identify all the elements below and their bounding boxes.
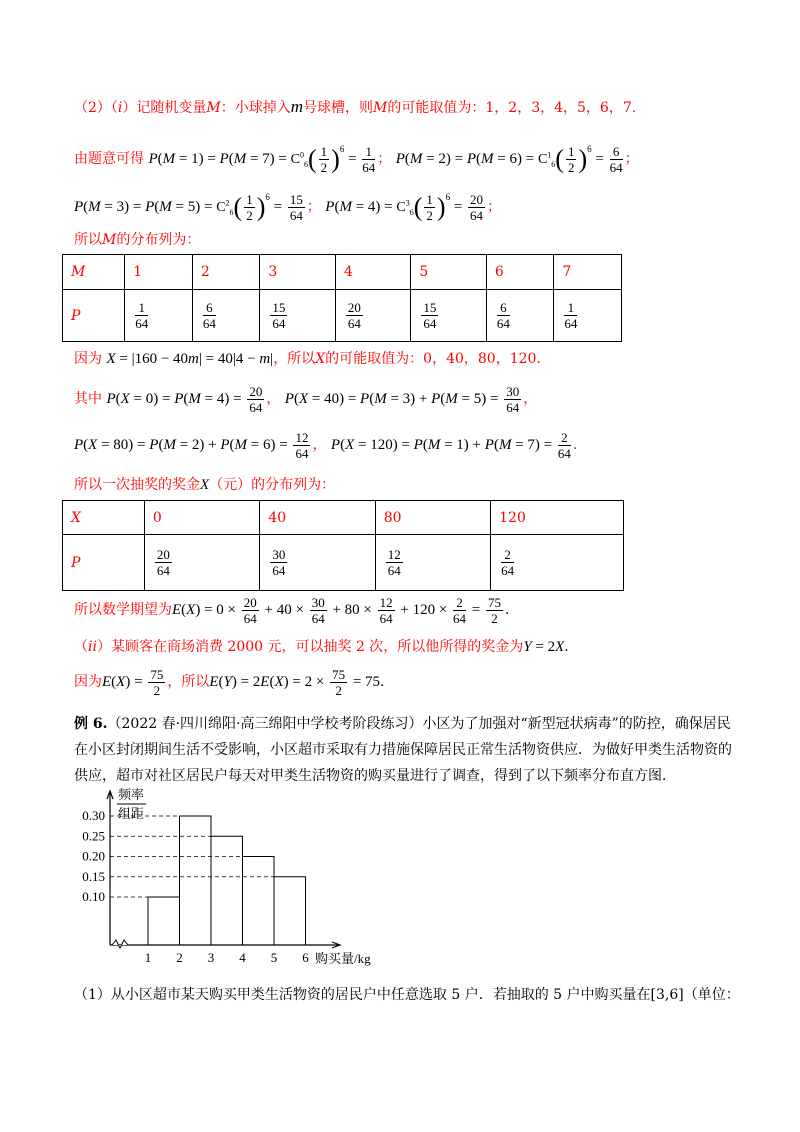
var-X-2: X <box>200 477 210 493</box>
histogram-bar <box>211 836 243 945</box>
var-M-2: M <box>373 100 388 116</box>
line-part-ii <box>74 637 569 657</box>
formula-pm2-pm6: $P(M = 2) = P(M = 6) = C^1_6$( $\frac{1}{2}$ )$^6$ = $\frac{6}{64}$ <box>395 144 623 176</box>
formula-px80: P(X = 80) = P(M = 2) + P(M = 6) = $\frac{12}{64}$ <box>74 430 309 462</box>
table-prob-row <box>63 535 624 591</box>
part2-line3 <box>74 180 501 230</box>
formula-px120: P(X = 120) = P(M = 1) + P(M = 7) = $\frac{2}{64}$ <box>330 430 571 462</box>
x-tick-label: 3 <box>207 950 215 965</box>
line1-prefix: （2）（ <box>74 100 118 116</box>
table-row-label: P <box>63 290 125 342</box>
line1-mid: ）记随机变量 <box>122 100 207 116</box>
table-prob-cell <box>125 290 193 342</box>
formula-px40: P(X = 40) = P(M = 3) + P(M = 5) = $\frac{30}{64}$ <box>284 384 520 416</box>
probability-fraction: $\frac{6}{64}$ <box>496 300 510 331</box>
probability-fraction: $\frac{20}{64}$ <box>156 547 170 578</box>
formula-px0: P(X = 0) = P(M = 4) = $\frac{20}{64}$ <box>106 384 263 416</box>
final-a: 因为 <box>74 674 102 690</box>
chart-bars <box>148 816 306 945</box>
table-header-cell: 120 <box>491 501 624 535</box>
frequency-histogram <box>70 785 400 980</box>
distribution-table-X <box>62 500 624 591</box>
table-prob-row <box>63 290 622 342</box>
histogram-bar <box>148 897 180 945</box>
table-header-cell: 2 <box>192 255 260 290</box>
line4-tail: 的分布列为： <box>116 232 201 248</box>
probability-fraction: $\frac{30}{64}$ <box>272 547 286 578</box>
y-tick-label: 0.15 <box>82 868 105 884</box>
x-tick-label: 4 <box>239 950 246 965</box>
table-header-row <box>63 501 624 535</box>
histogram-bar <box>243 857 275 946</box>
formula-pm1-pm7: $P(M = 1) = P(M = 7) = C^0_6$( $\frac{1}{2}$ )$^6$ = $\frac{1}{64}$ <box>148 144 376 176</box>
example-title: 例 6. <box>74 716 108 732</box>
q1-text: （1）从小区超市某天购买甲类生活物资的居民户中任意选取 5 户．若抽取的 5 户中购买量在[3,6]（单位： <box>74 987 740 1003</box>
table-header-label: X <box>63 501 145 535</box>
part2-line4 <box>74 230 200 250</box>
example6-paragraph <box>74 711 734 789</box>
comma: ， <box>523 391 538 407</box>
among-text: 其中 <box>74 391 102 407</box>
y-tick-label: 0.20 <box>82 848 105 864</box>
sep: ； <box>306 199 321 215</box>
table-prob-cell <box>411 290 487 342</box>
table-header-cell: 4 <box>335 255 411 290</box>
x-axis-label: 购买量/kg <box>315 951 371 966</box>
probability-fraction: $\frac{20}{64}$ <box>347 300 361 331</box>
line-among <box>74 382 537 416</box>
y-axis-label-bottom: 组距 <box>118 806 145 821</box>
table-header-cell: 0 <box>144 501 259 535</box>
because-tail-a: ，所以 <box>273 351 316 367</box>
part2-line1 <box>74 97 636 118</box>
period: . <box>564 639 569 655</box>
formula-pm3-pm5: $P(M = 3) = P(M = 5) = C^2_6$( $\frac{1}{2}$ )$^6$ = $\frac{15}{64}$ <box>74 192 303 224</box>
table-row-label: P <box>63 535 145 591</box>
ii-text: ）某顾客在商场消费 2000 元，可以抽奖 2 次，所以他所得的奖金为 <box>96 639 524 655</box>
table-prob-cell <box>260 535 375 591</box>
probability-fraction: $\frac{1}{64}$ <box>135 300 149 331</box>
line1-mid2: ：小球掉入 <box>220 100 291 116</box>
label-i: i <box>117 100 123 116</box>
table-header-cell: 1 <box>125 255 193 290</box>
formula-ex: E(X) = 0 × $\frac{20}{64}$ + 40 × $\frac{30}{64}$ + 80 × $\frac{12}{64}$ + 120 × $\frac{2}{64}$ = $\frac{75}{2}$ <box>172 595 501 627</box>
period: . <box>380 674 385 690</box>
dist-b: （元）的分布列为： <box>209 477 336 493</box>
table-header-cell: 7 <box>554 255 622 290</box>
probability-fraction: $\frac{2}{64}$ <box>501 547 515 578</box>
table-prob-cell <box>335 290 411 342</box>
line1-mid3: 号球槽，则 <box>303 100 374 116</box>
dist-a: 所以一次抽奖的奖金 <box>74 477 200 493</box>
example-body: （2022 春·四川绵阳·高三绵阳中学校考阶段练习）小区为了加强对“新型冠状病毒”的防控，确保居民在小区封闭期间生活不受影响，小区超市采取有力措施保障居民正常生活物资供应．为做好甲类生活物资的供应，超市对社区居民户每天对甲类生活物资的购买量进行了调查，得到了以下频率分布直方图． <box>74 716 732 784</box>
period: . <box>572 437 578 453</box>
y-axis-label-top: 频率 <box>118 787 145 802</box>
axis-break-mark <box>112 940 128 948</box>
table-header-label: M <box>63 255 125 290</box>
because-tail-b: 的可能取值为：0，40，80，120. <box>325 351 541 367</box>
formula-ey: E(Y) = 2E(X) = 2 × $\frac{75}{2}$ = 75 <box>209 667 381 699</box>
x-tick-label: 6 <box>302 950 309 965</box>
table-prob-cell <box>375 535 490 591</box>
line-dist-X <box>74 475 335 495</box>
probability-fraction: $\frac{6}{64}$ <box>202 300 216 331</box>
part2-line2 <box>74 132 639 182</box>
sep: ； <box>487 199 502 215</box>
sep: ； <box>377 151 392 167</box>
x-tick-label: 5 <box>270 950 278 965</box>
line-final <box>74 664 384 700</box>
y-tick-label: 0.25 <box>82 828 105 844</box>
line1-tail: 的可能取值为：1，2，3，4，5，6，7. <box>387 100 637 116</box>
formula-pm4: $P(M = 4) = C^3_6$( $\frac{1}{2}$ )$^6$ = $\frac{20}{64}$ <box>325 192 484 224</box>
probability-fraction: $\frac{15}{64}$ <box>423 300 437 331</box>
period: . <box>505 602 510 618</box>
table-header-cell: 80 <box>375 501 490 535</box>
line-because <box>74 349 541 369</box>
line-expectation <box>74 592 509 628</box>
x-tick-label: 2 <box>176 950 183 965</box>
table-prob-cell <box>554 290 622 342</box>
sep: ； <box>624 151 639 167</box>
var-M-3: M <box>102 232 117 248</box>
y-tick-label: 0.30 <box>82 808 105 823</box>
formula-y: Y = 2X <box>523 639 565 655</box>
line2-prefix: 由题意可得 <box>74 151 144 167</box>
table-prob-cell <box>144 535 259 591</box>
final-b: ，所以 <box>167 674 210 690</box>
table-header-cell: 40 <box>260 501 375 535</box>
probability-fraction: $\frac{12}{64}$ <box>387 547 401 578</box>
table-header-cell: 5 <box>411 255 487 290</box>
table-header-row <box>63 255 622 290</box>
probability-fraction: $\frac{15}{64}$ <box>272 300 286 331</box>
label-ii: ii <box>88 639 97 655</box>
table-header-cell: 3 <box>260 255 336 290</box>
formula-ex-2: E(X) = $\frac{75}{2}$ <box>102 667 164 699</box>
ii-prefix: （ <box>74 639 88 655</box>
var-m: m <box>290 97 304 116</box>
histogram-bar <box>180 816 212 945</box>
y-tick-label: 0.10 <box>82 889 105 904</box>
table-prob-cell <box>260 290 336 342</box>
x-tick-label: 1 <box>144 950 152 965</box>
comma: ， <box>266 391 281 407</box>
probability-fraction: $\frac{1}{64}$ <box>564 300 578 331</box>
var-M: M <box>206 100 221 116</box>
line4-prefix: 所以 <box>74 232 102 248</box>
expect-text: 所以数学期望为 <box>74 602 172 618</box>
table-prob-cell <box>192 290 260 342</box>
comma: ， <box>312 437 327 453</box>
line-px80 <box>74 428 577 462</box>
distribution-table-M <box>62 254 622 342</box>
histogram-bar <box>274 877 306 945</box>
table-prob-cell <box>486 290 554 342</box>
table-prob-cell <box>491 535 624 591</box>
formula-x-def: X = |160 − 40m| = 40|4 − m| <box>106 351 274 367</box>
var-X: X <box>315 351 326 367</box>
table-header-cell: 6 <box>486 255 554 290</box>
because-text: 因为 <box>74 351 102 367</box>
question-1 <box>74 985 740 1005</box>
